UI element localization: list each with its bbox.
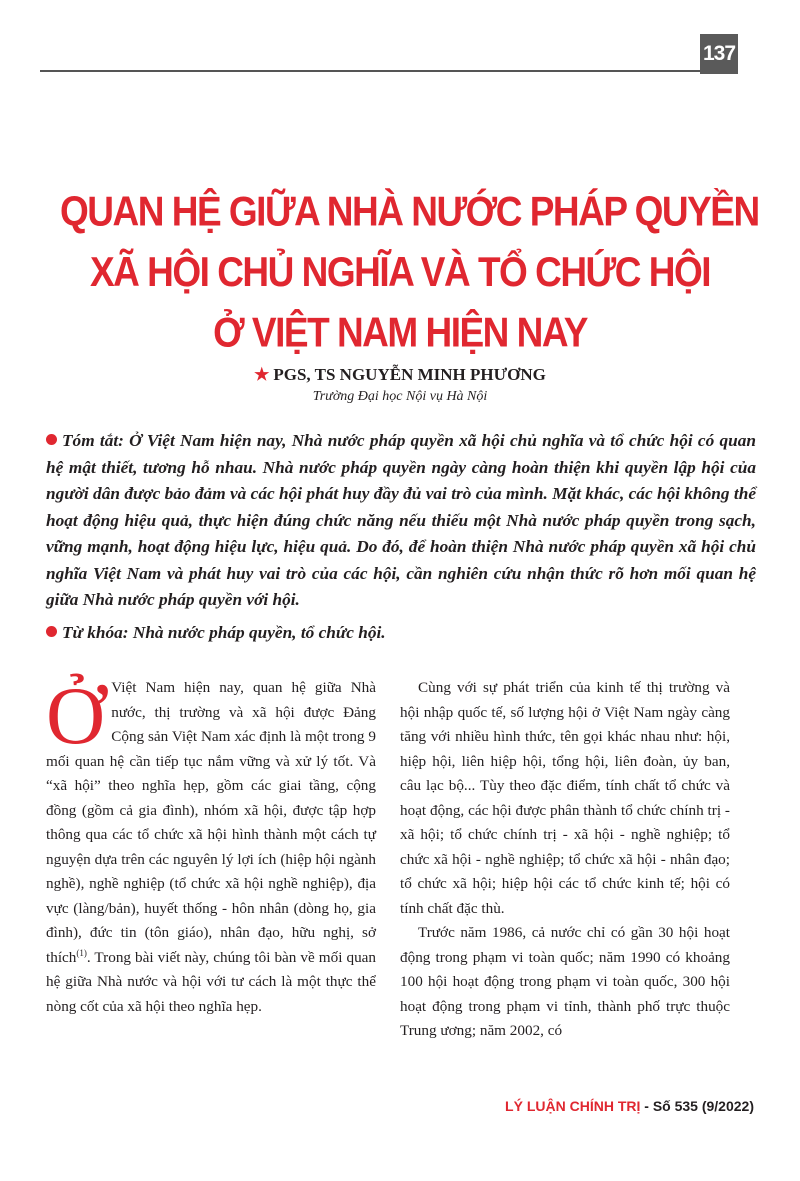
abstract-text: Tóm tắt: Ở Việt Nam hiện nay, Nhà nước pháp quyền xã hội chủ nghĩa và tổ chức hội có quan hệ mật thiết, tương hỗ nhau. Nhà nước pháp quyền ngày càng hoàn thiện khi quyền lập hội của người dân được bảo đảm và các hội phát huy đầy đủ vai trò của mình. Mặt khác, các hội không thể hoạt động hiệu quả, thực hiện đúng chức năng nếu thiếu một Nhà nước pháp quyền trong sạch, vững mạnh, hoạt động hiệu lực, hiệu quả. Do đó, để hoàn thiện Nhà nước pháp quyền xã hội chủ nghĩa Việt Nam và phát huy vai trò của các hội, cần nghiên cứu nhận thức rõ hơn mối quan hệ giữa Nhà nước pháp quyền với hội. [46,431,756,609]
header-rule [40,70,700,72]
star-icon: ★ [254,365,270,384]
title-line-2: XÃ HỘI CHỦ NGHĨA VÀ TỔ CHỨC HỘI [89,249,711,296]
body-text: . Trong bài viết này, chúng tôi bàn về mối quan hệ giữa Nhà nước và hội với tư cách là một thực thể nòng cốt của xã hội theo nghĩa hẹp. [46,948,376,1015]
footnote-ref: (1) [76,947,87,958]
title-line-3: Ở VIỆT NAM HIỆN NAY [213,309,587,356]
drop-cap: Ở [46,670,106,761]
title-line-1: QUAN HỆ GIỮA NHÀ NƯỚC PHÁP QUYỀN [60,188,759,235]
author-name: PGS, TS NGUYỄN MINH PHƯƠNG [273,365,546,384]
journal-footer [505,1098,754,1114]
issue-number: - Số 535 (9/2022) [640,1098,754,1114]
journal-name: LÝ LUẬN CHÍNH TRỊ [505,1098,641,1114]
article-title [60,182,759,363]
body-paragraph: Trước năm 1986, cả nước chỉ có gần 30 hội hoạt động trong phạm vi toàn quốc; năm 1990 có khoảng 100 hội hoạt động trong phạm vi toàn quốc, 300 hội hoạt động trong phạm vi tỉnh, thành phố trực thuộc Trung ương; năm 2002, có [400,924,730,1039]
body-column-left [46,670,376,1019]
body-text: Việt Nam hiện nay, quan hệ giữa Nhà nước, thị trường và xã hội được Đảng Cộng sản Việt Nam xác định là một trong 9 mối quan hệ cần tiếp tục nắm vững và xử lý tốt. Và “xã hội” theo nghĩa hẹp, gồm các giai tầng, cộng đồng (gồm cả gia đình), nhóm xã hội, được tập hợp thông qua các tổ chức xã hội hình thành một cách tự nguyện dựa trên các nguyên lý lợi ích (hiệp hội ngành nghề), nghề nghiệp (tổ chức xã hội nghề nghiệp), địa vực (làng/bản), huyết thống - hôn nhân (dòng họ, gia đình), đức tin (tôn giáo), nhân đạo, hữu nghị, sở thích [46,679,376,966]
page-number: 137 [700,34,738,74]
body-paragraph: Cùng với sự phát triển của kinh tế thị trường và hội nhập quốc tế, số lượng hội ở Việt Nam ngày càng tăng với nhiều hình thức, tên gọi khác nhau như: hội, hiệp hội, liên hiệp hội, tổng hội, liên đoàn, ủy ban, câu lạc bộ... Tùy theo đặc điểm, tính chất tổ chức và hoạt động, các hội được phân thành tổ chức chính trị - xã hội; tổ chức chính trị - xã hội - nghề nghiệp; tổ chức xã hội - nghề nghiệp; tổ chức xã hội - nhân đạo; tổ chức xã hội; hiệp hội các tổ chức kinh tế; hội có tính chất đặc thù. [400,679,730,917]
keywords [46,620,756,646]
bullet-icon [46,434,57,445]
abstract [46,428,756,614]
author-affiliation: Trường Đại học Nội vụ Hà Nội [312,389,488,404]
body-paragraph [46,670,376,1019]
author-line [230,364,570,386]
keywords-text: Từ khóa: Nhà nước pháp quyền, tổ chức hội. [62,623,386,642]
body-column-right [400,676,730,1044]
bullet-icon [46,626,57,637]
